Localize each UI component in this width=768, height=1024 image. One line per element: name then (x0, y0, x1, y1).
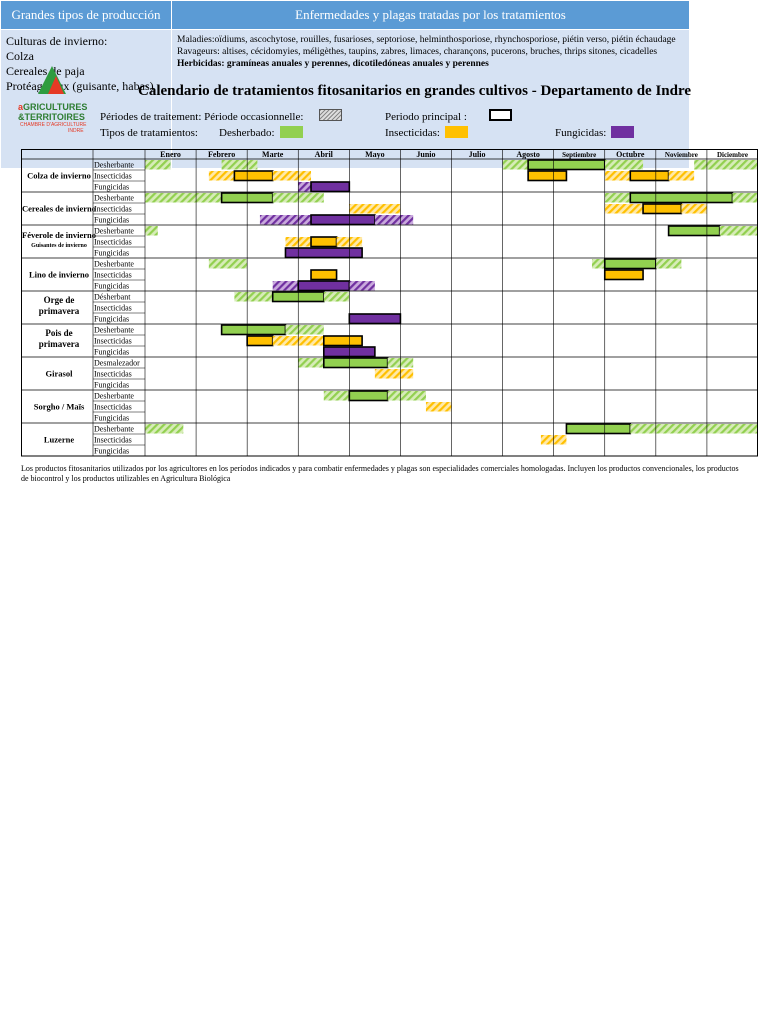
legend-insecticide-label: Insecticidas: (385, 127, 440, 139)
month-label: Julio (468, 150, 486, 159)
herbicidas-text: Herbicidas: gramíneas anuales y perennes, dicotiledóneas anuales y perennes (177, 59, 489, 69)
month-label: Febrero (208, 150, 236, 159)
crop-name: primavera (38, 306, 80, 316)
legend-insecticide-swatch (445, 126, 468, 138)
occasional-treatment-bar (375, 215, 413, 225)
legend-herbicide-swatch (280, 126, 303, 138)
principal-treatment-bar (669, 226, 720, 236)
legend-fungicide-swatch (611, 126, 634, 138)
treatment-row-label: Desherbante (94, 391, 134, 401)
treatment-row-label: Insecticidas (94, 303, 132, 313)
month-label: Junio (416, 150, 436, 159)
production-line: Culturas de invierno: (6, 34, 108, 48)
principal-treatment-bar (222, 325, 286, 335)
occasional-treatment-bar (694, 160, 758, 170)
principal-treatment-bar (349, 391, 387, 401)
legend-principal-label: Periodo principal : (385, 111, 467, 123)
treatment-row-label: Insecticidas (94, 336, 132, 346)
crop-name: Colza de invierno (27, 170, 91, 181)
page-title: Calendario de tratamientos fitosanitarios en grandes cultivos - Departamento de Indre (138, 83, 692, 99)
treatment-row-label: Insecticidas (94, 237, 132, 247)
principal-treatment-bar (324, 358, 388, 368)
treatment-row-label: Insecticidas (94, 270, 132, 280)
occasional-treatment-bar (375, 369, 413, 379)
principal-treatment-bar (311, 215, 375, 225)
treatment-row-label: Fungicidas (94, 281, 130, 291)
principal-treatment-bar (298, 281, 349, 291)
occasional-treatment-bar (324, 292, 350, 302)
production-line: Cereales de paja (6, 64, 85, 78)
principal-treatment-bar (324, 336, 362, 346)
treatment-row-label: Insecticidas (94, 435, 132, 445)
legend-herbicide-label: Desherbado: (219, 127, 275, 139)
treatment-row-label: Insecticidas (94, 402, 132, 412)
occasional-treatment-bar (260, 215, 311, 225)
principal-treatment-bar (234, 171, 272, 181)
legend-types-label: Tipos de tratamientos: (100, 127, 198, 139)
occasional-treatment-bar (720, 226, 758, 236)
crop-name: Luzerne (43, 434, 75, 445)
crop-name: Girasol (45, 368, 73, 379)
occasional-treatment-bar (605, 160, 643, 170)
logo-mark-accent-icon (48, 76, 64, 94)
treatment-calendar-grid (21, 149, 758, 459)
treatment-row-label: Desherbante (94, 160, 134, 170)
occasional-treatment-bar (605, 204, 643, 214)
header-diseases-pests: Enfermedades y plagas tratadas por los tratamientos (172, 1, 690, 30)
principal-treatment-bar (285, 248, 362, 258)
principal-treatment-bar (247, 336, 273, 346)
crop-name: primavera (38, 339, 80, 349)
treatment-row-label: Desherbante (94, 226, 134, 236)
month-label: Agosto (516, 150, 540, 159)
treatment-row-label: Fungicidas (94, 215, 130, 225)
occasional-treatment-bar (426, 402, 452, 412)
header-production-types: Grandes tipos de producción (1, 1, 172, 30)
agricultures-territoires-logo (16, 66, 88, 134)
occasional-treatment-bar (209, 259, 247, 269)
principal-treatment-bar (311, 182, 349, 192)
principal-treatment-bar (566, 424, 630, 434)
pests-table-header-row (1, 1, 690, 30)
occasional-treatment-bar (503, 160, 529, 170)
month-label: Marte (262, 150, 284, 159)
occasional-treatment-bar (630, 424, 758, 434)
crop-name: Cereales de invierno (22, 203, 96, 214)
treatment-row-label: Insecticidas (94, 171, 132, 181)
treatment-row-label: Desherbante (94, 424, 134, 434)
occasional-treatment-bar (273, 171, 311, 181)
treatment-row-label: Desherbante (94, 325, 134, 335)
treatment-row-label: Desherbante (94, 193, 134, 203)
occasional-treatment-bar (349, 281, 375, 291)
logo-line-1: aGRICULTURES (18, 102, 88, 112)
treatment-row-label: Fungicidas (94, 314, 130, 324)
crop-name: Orge de (43, 295, 75, 305)
logo-line-4: INDRE (68, 128, 84, 134)
principal-treatment-bar (605, 270, 643, 280)
occasional-treatment-bar (298, 182, 311, 192)
principal-treatment-bar (630, 171, 668, 181)
legend-principal-swatch (489, 109, 512, 121)
occasional-treatment-bar (605, 171, 631, 181)
principal-treatment-bar (311, 270, 337, 280)
month-label: Diciembre (716, 151, 748, 159)
occasional-treatment-bar (234, 292, 272, 302)
crop-name: Sorgho / Maïs (33, 401, 85, 412)
month-label: Octubre (616, 150, 645, 159)
treatment-row-label: Desmalezador (94, 358, 140, 368)
month-label: Mayo (365, 150, 385, 159)
treatment-row-label: Desherbante (94, 259, 134, 269)
occasional-treatment-bar (592, 259, 605, 269)
principal-treatment-bar (528, 171, 566, 181)
occasional-treatment-bar (145, 424, 183, 434)
treatment-row-label: Fungicidas (94, 248, 130, 258)
occasional-treatment-bar (605, 193, 631, 203)
treatment-row-label: Fungicidas (94, 413, 130, 423)
footnote: Los productos fitosanitarios utilizados por los agricultores en los períodos indicados y para combatir enfermedades y plagas son especialidades comerciales homologadas. Incluyen los productos convencionales, los productos de biocontrol y los productos utilizables en Agricultura Biológica (21, 464, 739, 483)
logo-line-2: &TERRITOIRES (18, 112, 85, 122)
legend-fungicide-label: Fungicidas: (555, 127, 607, 139)
occasional-treatment-bar (656, 259, 682, 269)
crop-subname: Guisantes de invierno (31, 243, 87, 249)
maladies-text: Maladies:oïdiums, ascochytose, rouilles, fusarioses, septoriose, helminthosporiose, rhynchosporiose, piétin verso, piétin échaudage (177, 35, 676, 45)
month-label: Abril (314, 150, 333, 159)
treatment-calendar (21, 149, 758, 459)
principal-treatment-bar (311, 237, 337, 247)
treatment-row-label: Fungicidas (94, 347, 130, 357)
treatment-row-label: Fungicidas (94, 182, 130, 192)
month-label: Noviembre (664, 151, 698, 159)
treatment-row-label: Fungicidas (94, 446, 130, 456)
principal-treatment-bar (528, 160, 605, 170)
occasional-treatment-bar (681, 204, 707, 214)
crop-name: Lino de invierno (29, 269, 89, 280)
principal-treatment-bar (643, 204, 681, 214)
occasional-treatment-bar (324, 391, 350, 401)
production-line: Protéagineux (guisante, habas) (6, 79, 154, 93)
occasional-treatment-bar (145, 160, 171, 170)
crop-name: Féverole de invierno (22, 230, 96, 240)
occasional-treatment-bar (388, 391, 426, 401)
treatment-row-label: Désherbant (94, 292, 131, 302)
crop-name: Pois de (45, 328, 73, 338)
production-line: Colza (6, 49, 34, 63)
occasional-treatment-bar (209, 171, 235, 181)
logo-line-3: CHAMBRE D'AGRICULTURE (20, 122, 87, 128)
month-label: Septiembre (562, 151, 597, 159)
occasional-treatment-bar (222, 160, 258, 170)
occasional-treatment-bar (145, 226, 158, 236)
principal-treatment-bar (630, 193, 732, 203)
occasional-treatment-bar (285, 325, 323, 335)
treatment-row-label: Fungicidas (94, 380, 130, 390)
treatment-row-label: Insecticidas (94, 369, 132, 379)
legend-periods-label: Périodes de traitement: Période occasionnelle: (100, 111, 304, 123)
occasional-treatment-bar (669, 171, 695, 181)
occasional-treatment-bar (298, 358, 324, 368)
ravageurs-text: Ravageurs: altises, cécidomyies, méligèthes, taupins, zabres, limaces, charançons, pucerons, bruches, thrips sitones, cicadelles (177, 47, 658, 57)
occasional-treatment-bar (145, 193, 222, 203)
month-label: Enero (160, 150, 181, 159)
treatment-row-label: Insecticidas (94, 204, 132, 214)
principal-treatment-bar (605, 259, 656, 269)
occasional-treatment-bar (273, 281, 299, 291)
principal-treatment-bar (349, 314, 400, 324)
legend-occasional-swatch (319, 109, 342, 121)
occasional-treatment-bar (349, 204, 400, 214)
occasional-treatment-bar (732, 193, 758, 203)
